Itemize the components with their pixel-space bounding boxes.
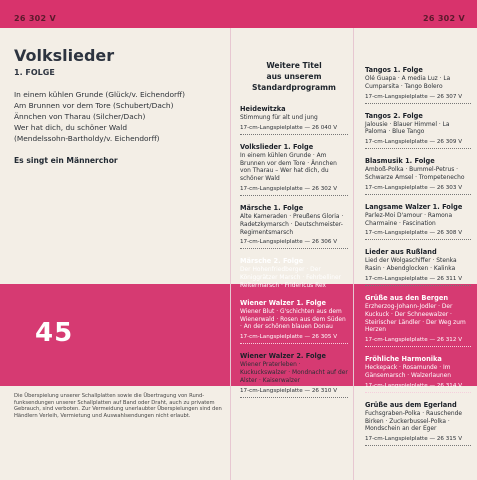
catalog-column-middle <box>240 60 348 406</box>
catalog-entry: Wiener Walzer 1. Folge Wiener Blut · G'schichten aus dem Wienerwald · Rosen aus dem Süden · An der schönen blauen Donau 17-cm-Langspielplatte — 26 305 V <box>240 299 348 344</box>
catalog-entry: Heidewitzka Stimmung für alt und jung 17-cm-Langspielplatte — 26 040 V <box>240 105 348 135</box>
catalog-entry: Märsche 2. Folge Der Hohenfriedberger · Der Königgrätzer Marsch · Fehrbelliner Reitermarsch · Fridericus Rex <box>240 257 342 289</box>
catalog-entry: Märsche 1. Folge Alte Kameraden · Preußens Gloria · Radetzkymarsch · Deutschmeister-Regimentsmarsch 17-cm-Langspielplatte — 26 306 V <box>240 204 348 249</box>
legal-notice: Die Überspielung unserer Schallplatten sowie die Übertragung von Rund-funksendungen unserer Schallplatten auf Band oder Draht, auch zu privatem Gebrauch, sind verboten. Zur Vermeidung unerlaubter Überspielungen sind den Händlern Verleih, Vermietung und Auswahlsendungen nicht erlaubt. <box>14 393 222 419</box>
catalog-entry: Volkslieder 1. Folge In einem kühlen Grunde · Am Brunnen vor dem Tore · Ännchen von Tharau – Wer hat dich, du schöner Wald 17-cm-Langspielplatte — 26 302 V <box>240 143 348 196</box>
album-part: 1. FOLGE <box>14 68 55 77</box>
song-line: (Mendelssohn-Bartholdy/v. Eichendorff) <box>14 134 160 143</box>
performer: Es singt ein Männerchor <box>14 156 118 165</box>
speed-label: 45 <box>35 318 74 348</box>
column-divider-1 <box>230 28 231 480</box>
album-info-column <box>14 46 224 165</box>
catalog-entry: Wiener Walzer 2. Folge Wiener Praterleben · Kuckuckswalzer · Mondnacht auf der Alster · Kaiserwalzer 17-cm-Langspielplatte — 26 310 V <box>240 352 348 397</box>
song-line: In einem kühlen Grunde (Glück/v. Eichendorff) <box>14 90 185 99</box>
song-line: Am Brunnen vor dem Tore (Schubert/Dach) <box>14 101 174 110</box>
album-title: Volkslieder <box>14 46 115 65</box>
catalog-entry: Tangos 1. Folge Olé Guapa · A media Luz · La Cumparsita · Tango Bolero 17-cm-Langspielplatte — 26 307 V <box>365 66 471 104</box>
catalog-entry: Grüße aus den Bergen Erzherzog-Johann-Jodler · Der Kuckuck · Der Schneewalzer · Steirischer Ländler · Der Weg zum Herzen 17-cm-Langspielplatte — 26 312 V <box>365 294 471 347</box>
catalog-entry: Fröhliche Harmonika Heckepack · Rosamunde · Im Gänsemarsch · Walzerlaunen 17-cm-Langspielplatte — 26 314 V <box>365 355 471 393</box>
catalog-entry: Tangos 2. Folge Jalousie · Blauer Himmel · La Paloma · Blue Tango 17-cm-Langspielplatte — 26 309 V <box>365 112 471 150</box>
catalog-entry: Grüße aus dem Egerland Fuchsgraben-Polka · Rauschende Birken · Zuckerbussel-Polka · Mondschein an der Eger 17-cm-Langspielplatte — 26 315 V <box>365 401 471 446</box>
catalog-column-right <box>365 66 471 454</box>
top-pink-band <box>0 0 477 28</box>
song-line: Ännchen von Tharau (Silcher/Dach) <box>14 112 146 121</box>
song-line: Wer hat dich, du schöner Wald <box>14 123 128 132</box>
catalog-number-right: 26 302 V <box>423 14 465 23</box>
catalog-number-left: 26 302 V <box>14 14 56 23</box>
catalog-entry: Langsame Walzer 1. Folge Parlez-Moi D'amour · Ramona Charmaine · Fascination 17-cm-Langspielplatte — 26 308 V <box>365 203 471 241</box>
column-divider-2 <box>353 28 354 480</box>
catalog-heading: Weitere Titel aus unserem Standardprogramm <box>252 61 336 92</box>
catalog-entry: Lieder aus Rußland Lied der Wolgaschiffer · Stenka Rasin · Abendglocken · Kalinka 17-cm-Langspielplatte — 26 311 V <box>365 248 471 286</box>
catalog-entry: Blasmusik 1. Folge Amboß-Polka · Bummel-Petrus · Schwarze Amsel · Trompetenecho 17-cm-Langspielplatte — 26 303 V <box>365 157 471 195</box>
